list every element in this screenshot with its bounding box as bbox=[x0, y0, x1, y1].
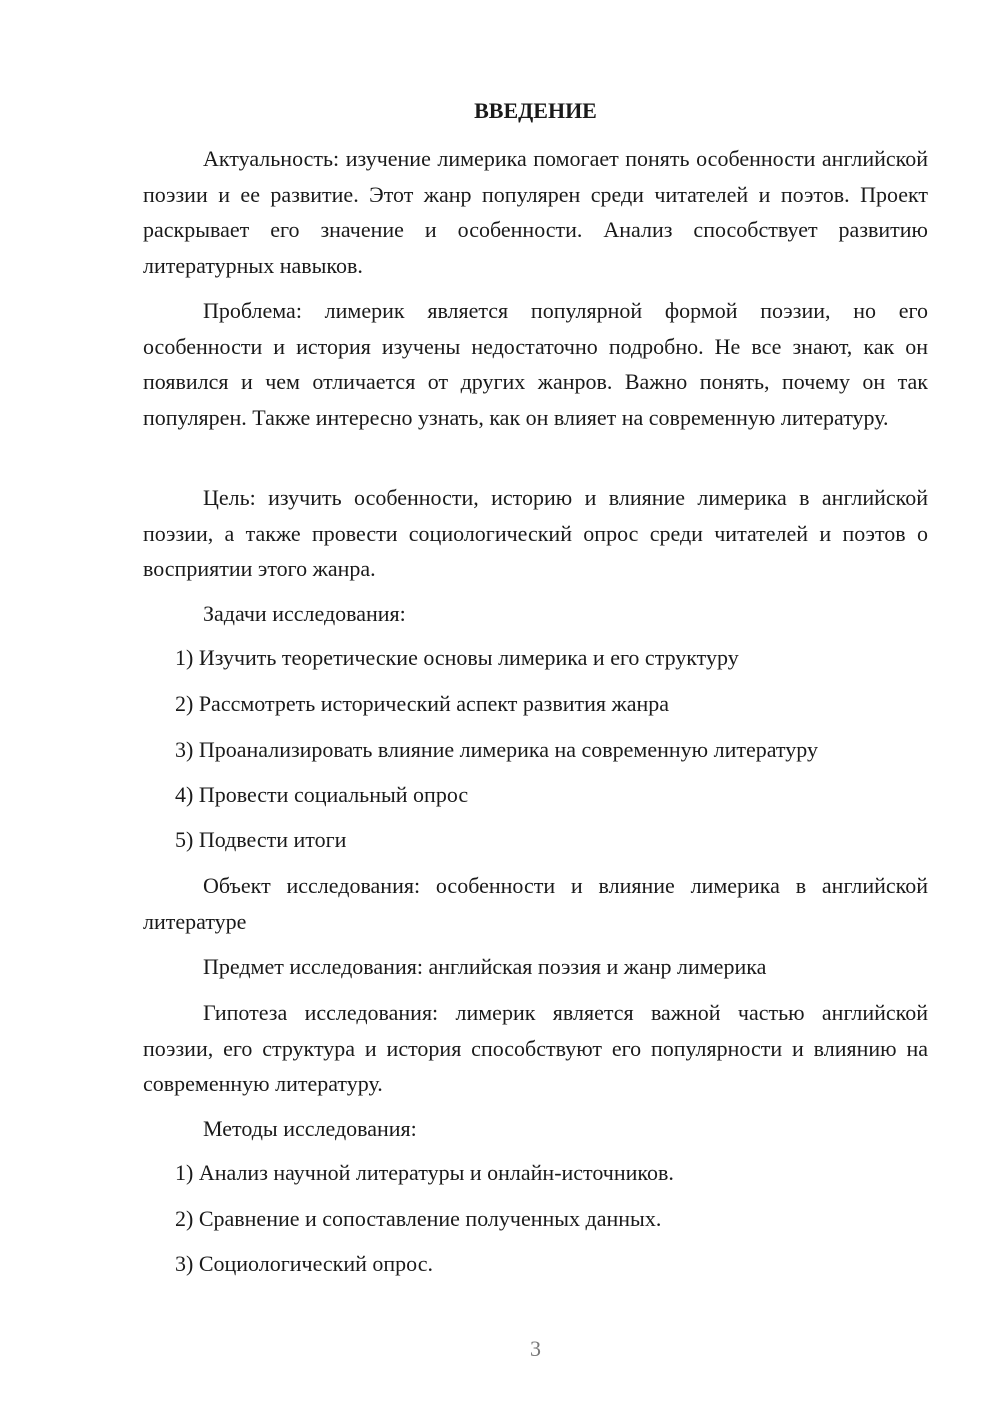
goal-paragraph: Цель: изучить особенности, историю и влияние лимерика в английской поэзии, а также провести социологический опрос среди читателей и поэтов о восприятии этого жанра. bbox=[143, 485, 928, 582]
task-item: 3) Проанализировать влияние лимерика на современную литературу bbox=[175, 737, 818, 762]
subject-paragraph: Предмет исследования: английская поэзия и жанр лимерика bbox=[203, 954, 767, 979]
page-number: 3 bbox=[530, 1336, 541, 1361]
actuality-paragraph: Актуальность: изучение лимерика помогает понять особенности английской поэзии и ее развитие. Этот жанр популярен среди читателей и поэтов. Проект раскрывает его значение и особенности. Анализ способствует развитию литературных навыков. bbox=[143, 146, 928, 278]
page-title: ВВЕДЕНИЕ bbox=[474, 98, 597, 123]
hypothesis-paragraph: Гипотеза исследования: лимерик является важной частью английской поэзии, его структура и история способствуют его популярности и влиянию на современную литературу. bbox=[143, 1000, 928, 1097]
object-paragraph: Объект исследования: особенности и влияние лимерика в английской литературе bbox=[143, 873, 928, 934]
task-item: 5) Подвести итоги bbox=[175, 827, 347, 852]
task-item: 2) Рассмотреть исторический аспект развития жанра bbox=[175, 691, 670, 716]
methods-heading: Методы исследования: bbox=[203, 1116, 417, 1141]
task-item: 1) Изучить теоретические основы лимерика и его структуру bbox=[175, 645, 739, 670]
method-item: 2) Сравнение и сопоставление полученных данных. bbox=[175, 1206, 662, 1231]
tasks-heading: Задачи исследования: bbox=[203, 601, 406, 626]
problem-paragraph: Проблема: лимерик является популярной формой поэзии, но его особенности и история изучены недостаточно подробно. Не все знают, как он появился и чем отличается от других жанров. Важно понять, почему он так популярен. Также интересно узнать, как он влияет на современную литературу. bbox=[143, 298, 928, 430]
method-item: 3) Социологический опрос. bbox=[175, 1251, 433, 1276]
task-item: 4) Провести социальный опрос bbox=[175, 782, 469, 807]
method-item: 1) Анализ научной литературы и онлайн-источников. bbox=[175, 1160, 674, 1185]
